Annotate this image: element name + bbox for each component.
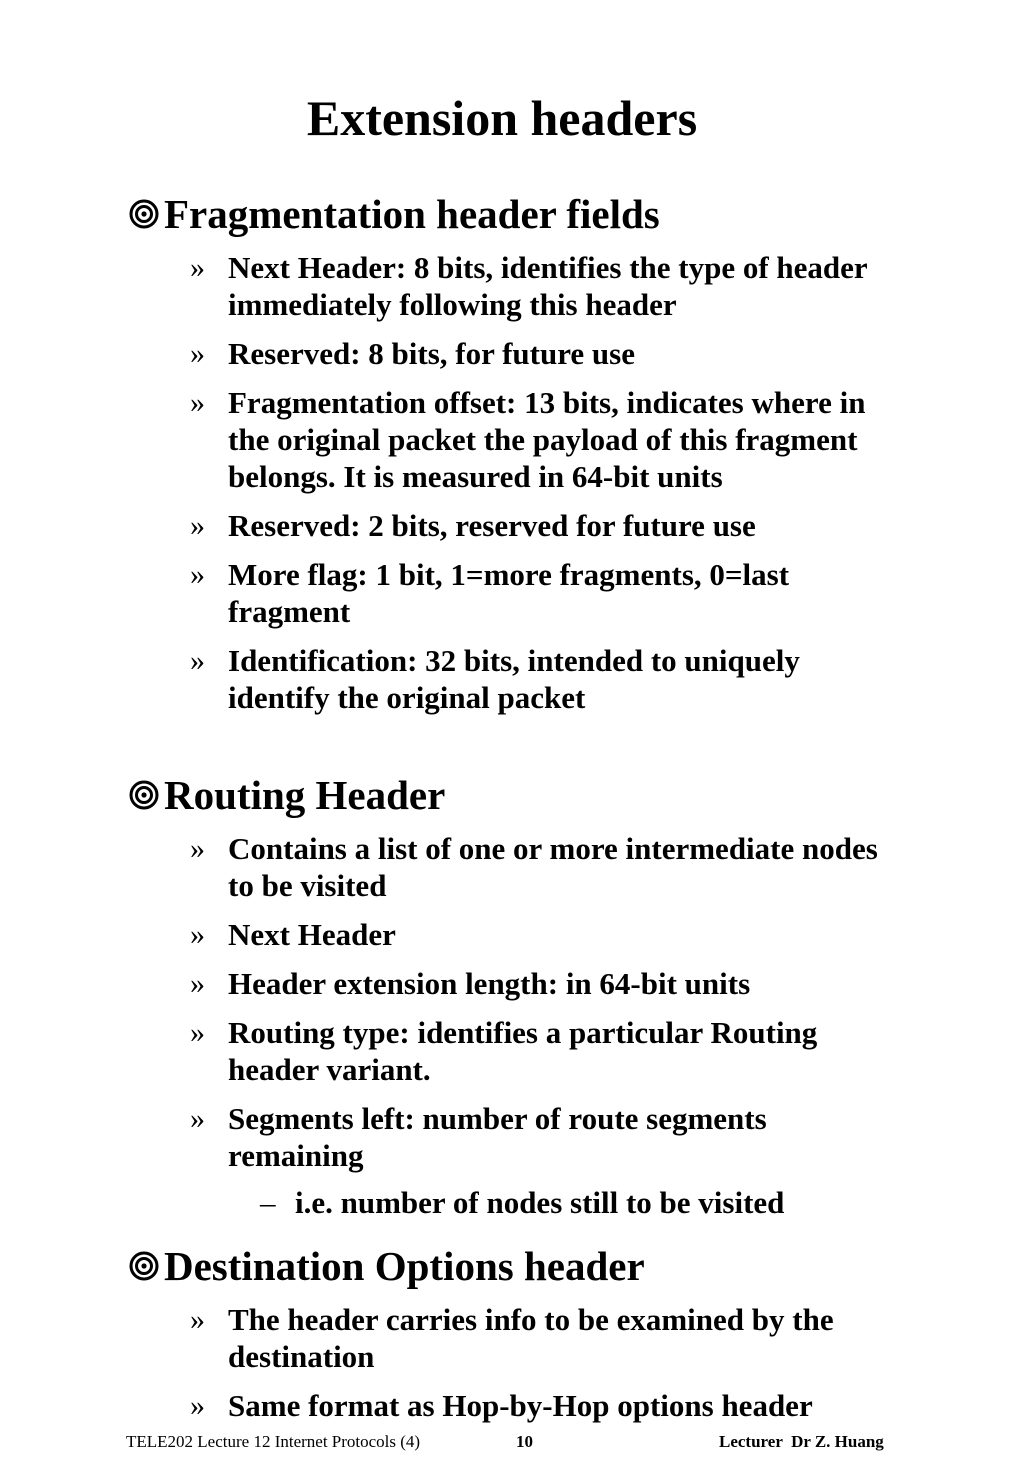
page-footer	[0, 1431, 1024, 1453]
list-item	[128, 1301, 928, 1375]
footer-course-label: TELE202 Lecture 12 Internet Protocols (4)	[126, 1432, 421, 1451]
list-item	[128, 916, 928, 953]
list-item-text: Routing type: identifies a particular Routing header variant.	[228, 1015, 818, 1087]
section-heading	[128, 771, 928, 819]
list-item-text: Segments left: number of route segments remaining	[228, 1101, 767, 1173]
raquo-marker: »	[190, 1102, 205, 1135]
list-item-text: Next Header	[228, 917, 396, 952]
list-item	[128, 1387, 928, 1424]
dash-marker: –	[260, 1185, 276, 1220]
list-item-text: Identification: 32 bits, intended to uniquely identify the original packet	[228, 643, 800, 715]
footer-lecturer: Lecturer Dr Z. Huang	[719, 1432, 884, 1451]
section-heading-text: Fragmentation header fields	[164, 191, 660, 237]
raquo-marker: »	[190, 1389, 205, 1422]
raquo-marker: »	[190, 386, 205, 419]
list-item-text: Reserved: 2 bits, reserved for future use	[228, 508, 756, 543]
raquo-marker: »	[190, 1016, 205, 1049]
raquo-marker: »	[190, 1303, 205, 1336]
raquo-marker: »	[190, 967, 205, 1000]
item-list	[128, 249, 928, 716]
list-item	[128, 1014, 928, 1088]
list-item	[128, 384, 928, 495]
page-title: Extension headers	[306, 90, 698, 146]
item-list	[128, 1301, 928, 1424]
list-item-text: The header carries info to be examined by the destination	[228, 1302, 834, 1374]
section-destination-options	[128, 1242, 928, 1424]
raquo-marker: »	[190, 558, 205, 591]
list-item-text: Header extension length: in 64-bit units	[228, 966, 751, 1001]
list-item	[128, 1100, 928, 1174]
list-item-text: Contains a list of one or more intermediate nodes to be visited	[228, 831, 878, 903]
sub-list-item-text: i.e. number of nodes still to be visited	[295, 1185, 785, 1220]
raquo-marker: »	[190, 832, 205, 865]
section-fragmentation	[128, 190, 928, 716]
section-routing	[128, 771, 928, 1221]
list-item	[128, 556, 928, 630]
raquo-marker: »	[190, 509, 205, 542]
list-item-text: Same format as Hop-by-Hop options header	[228, 1388, 813, 1423]
double-circle-bullet-icon	[128, 771, 164, 819]
raquo-marker: »	[190, 251, 205, 284]
sub-list-item	[128, 1184, 928, 1221]
section-heading-text: Destination Options header	[164, 1243, 645, 1289]
raquo-marker: »	[190, 337, 205, 370]
raquo-marker: »	[190, 644, 205, 677]
list-item	[128, 249, 928, 323]
section-heading-text: Routing Header	[164, 772, 446, 818]
list-item-text: Reserved: 8 bits, for future use	[228, 336, 635, 371]
list-item	[128, 830, 928, 904]
raquo-marker: »	[190, 918, 205, 951]
list-item	[128, 335, 928, 372]
list-item-text: More flag: 1 bit, 1=more fragments, 0=last fragment	[228, 557, 790, 629]
section-heading	[128, 190, 928, 238]
list-item	[128, 642, 928, 716]
section-heading	[128, 1242, 928, 1290]
list-item	[128, 507, 928, 544]
list-item-text: Next Header: 8 bits, identifies the type of header immediately following this header	[228, 250, 868, 322]
double-circle-bullet-icon	[128, 1242, 164, 1290]
footer-page-number: 10	[516, 1432, 533, 1451]
item-list	[128, 830, 928, 1221]
double-circle-bullet-icon	[128, 190, 164, 238]
list-item	[128, 965, 928, 1002]
list-item-text: Fragmentation offset: 13 bits, indicates where in the original packet the payload of this fragment belongs. It is measured in 64-bit units	[228, 385, 866, 494]
